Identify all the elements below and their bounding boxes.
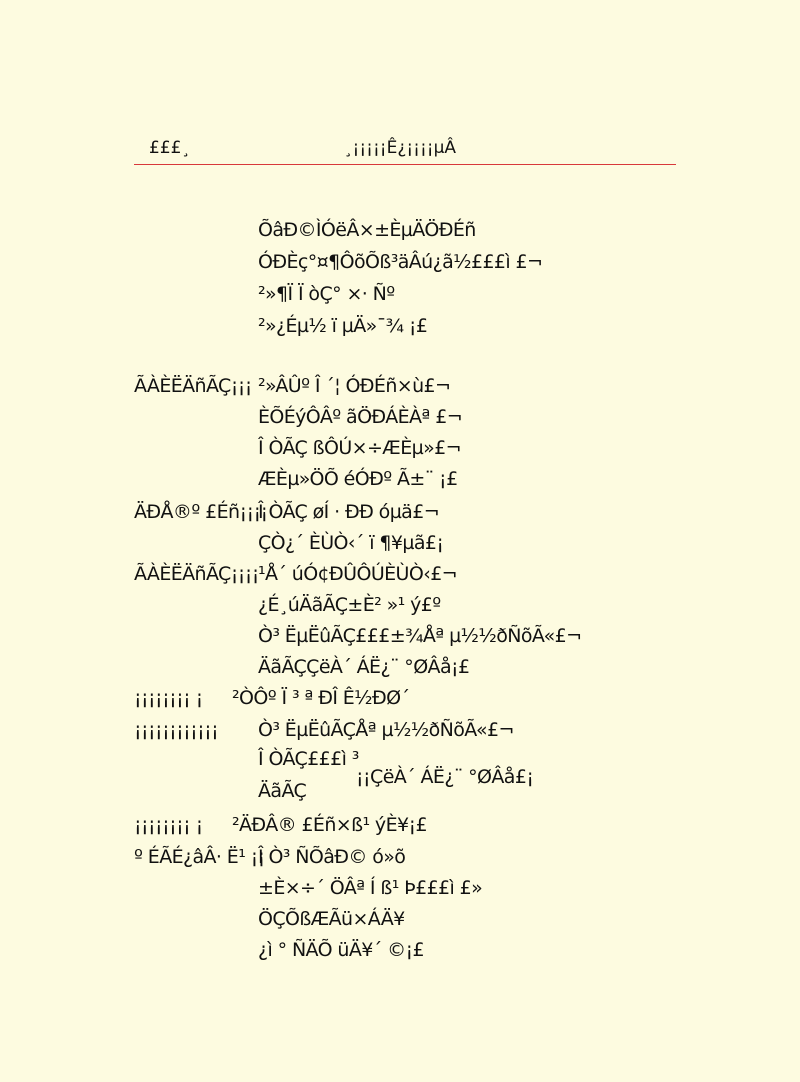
poem-line: ²ÄÐÂ® £Éñ×ß¹ ýÈ¥¡£	[232, 814, 427, 836]
poem-line: ²ÒÔº Ï ³ ª ÐÎ Ê½ÐØ´	[232, 687, 410, 709]
poem-line: ²»ÂÛº Î ´¦ ÓÐÉñ×ù£¬	[258, 375, 451, 397]
poem-line: Î ÒÃÇ øÍ · ÐÐ óµä£¬	[258, 501, 440, 523]
poem-line: ÓÐÈç°¤¶ÔõÕß³äÂú¿ã½£££ì £¬	[258, 251, 543, 273]
poem-line: ÆÈµ»ÖÕ éÓÐº Ã±¨ ¡£	[258, 468, 458, 490]
poem-line: Ò³ ËµËûÃÇ£££±¾Åª µ½½ðÑõÃ«£¬	[258, 625, 582, 647]
poem-line: Î ÒÃÇ ßÔÚ×÷ÆÈµ»£¬	[258, 437, 461, 459]
poem-line: ¿É¸úÄãÃÇ±È² »¹ ý£º	[258, 594, 441, 616]
poem-line: Ò³ ËµËûÃÇÅª µ½½ðÑõÃ«£¬	[258, 719, 514, 741]
speaker-label: º ÉÃÉ¿âÂ· Ë¹ ¡¡	[134, 846, 265, 868]
poem-line: ÕâÐ©ÌÓëÂ×±ÈµÄÖÐÉñ	[258, 219, 476, 241]
speaker-label: ÃÀÈËÄñÃÇ¡¡¡¡	[134, 563, 259, 585]
poem-line: Î ÒÃÇ£££ì ³	[258, 748, 359, 770]
poem-line: Î Ò³ ÑÕâÐ© ó»õ	[258, 846, 406, 868]
speaker-label: ¡¡¡¡¡¡¡¡ ¡	[134, 814, 203, 836]
speaker-label: ÄÐÅ®º £Éñ¡¡¡¡	[134, 501, 268, 523]
poem-line: ÇÒ¿´ ÈÙÒ‹´ ï ¶¥µã£¡	[258, 532, 444, 554]
poem-line: ¿ì ° ÑÄÕ üÄ¥´ ©¡£	[258, 939, 424, 961]
poem-line: ²»¶Ï Ï òÇ° ×· Ñº	[258, 283, 395, 305]
speaker-label: ÃÀÈËÄñÃÇ¡¡¡	[134, 375, 252, 397]
header-left-text: £££¸	[149, 138, 190, 158]
speaker-label: ¡¡¡¡¡¡¡¡¡¡¡¡	[134, 719, 219, 741]
poem-line: ¹Å´ úÓ¢ÐÛÔÚÈÙÒ‹£¬	[258, 563, 458, 585]
poem-line: ÈÕÉýÔÂº ãÖÐÁÈÀª £¬	[258, 406, 463, 428]
poem-line: ÄãÃÇ	[258, 780, 307, 802]
header-center-title: ¸¡¡¡¡¡Ê¿¡¡¡¡µÂ	[344, 138, 457, 158]
poem-line: ±È×÷´ ÖÂª Í ß¹ Þ£££ì £»	[258, 877, 483, 899]
poem-line: ÄãÃÇÇëÀ´ ÁË¿¨ °ØÂå¡£	[258, 656, 470, 678]
speaker-label: ¡¡¡¡¡¡¡¡ ¡	[134, 687, 203, 709]
poem-line: ÖÇÕßÆÃü×ÁÄ¥	[258, 908, 405, 930]
poem-line: ²»¿Éµ½ ï µÄ»¯¾ ¡£	[258, 315, 428, 337]
poem-line: ¡¡ÇëÀ´ ÁË¿¨ °ØÂå£¡	[356, 766, 534, 788]
